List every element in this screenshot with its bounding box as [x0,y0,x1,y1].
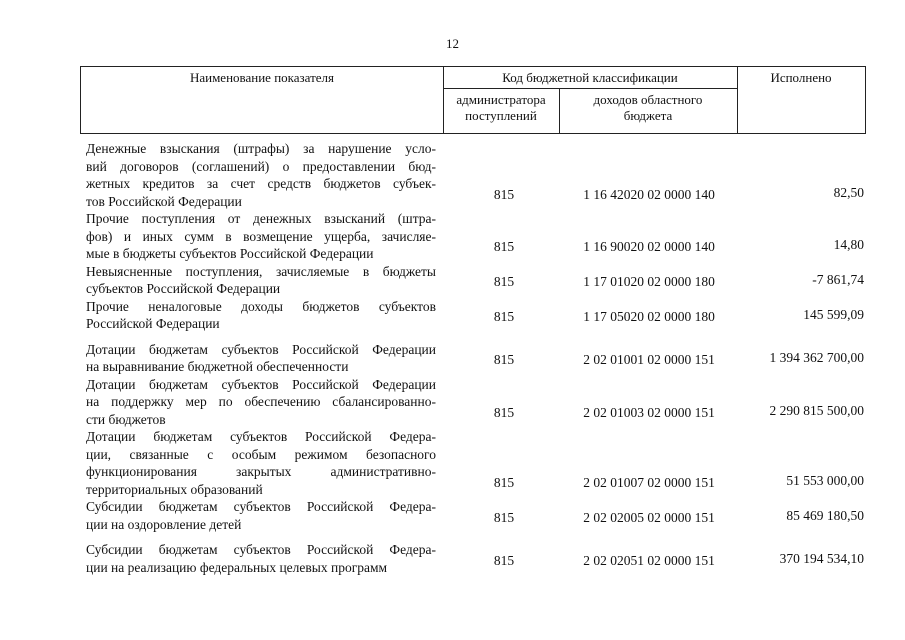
indicator-name-line: ции, связанные с особым режимом безопасного [86,446,436,462]
executed-amount: 2 290 815 500,00 [769,402,864,418]
executed-amount: 51 553 000,00 [786,472,864,488]
indicator-name [86,376,436,429]
admin-code: 815 [493,509,515,525]
indicator-name-line: тов Российской Федерации [86,193,242,209]
indicator-name-line: ции на оздоровление детей [86,516,242,532]
table-header [80,66,866,134]
indicator-name [86,541,436,576]
indicator-name-line: Дотации бюджетам субъектов Российской Федера- [86,429,436,444]
income-code: 2 02 01007 02 0000 151 [583,474,715,490]
indicator-name-line: на выравнивание бюджетной обеспеченности [86,359,349,374]
page-number: 12 [446,36,459,51]
indicator-name [86,210,436,263]
indicator-name-line: Субсидии бюджетам субъектов Российской Федера- [86,542,436,557]
admin-code: 815 [493,552,515,568]
executed-amount: 85 469 180,50 [786,507,864,523]
indicator-name-line: Прочие поступления от денежных взысканий (штра- [86,211,436,226]
indicator-name-line: территориальных образований [86,481,263,497]
admin-code: 815 [493,274,515,289]
indicator-name [86,298,436,333]
income-code: 2 02 02051 02 0000 151 [583,552,715,568]
indicator-name-line: ции на реализацию федеральных целевых программ [86,559,388,575]
indicator-name-line: мые в бюджеты субъектов Российской Федерации [86,246,374,261]
indicator-name-line: функционирования закрытых административно- [86,464,436,479]
income-code: 2 02 01001 02 0000 151 [583,352,715,367]
header-admin-column [443,92,559,124]
admin-code: 815 [493,309,515,324]
executed-amount: -7 861,74 [812,272,864,287]
indicator-name [86,140,436,210]
indicator-name-line: Российской Федерации [86,316,220,331]
indicator-name [86,428,436,498]
indicator-name-line: Прочие неналоговые доходы бюджетов субъектов [86,298,436,314]
income-code: 1 17 05020 02 0000 180 [583,309,715,324]
header-income-line1: доходов областного [593,92,703,107]
executed-amount: 82,50 [833,184,864,200]
indicator-name-line: фов) и иных сумм в возмещение ущерба, зачисляе- [86,228,436,244]
header-admin-line2: поступлений [465,108,537,123]
indicator-name-line: Невыясненные поступления, зачисляемые в бюджеты [86,263,436,279]
indicator-name-line: жетных кредитов за счет средств бюджетов субъек- [86,176,436,191]
admin-code: 815 [493,239,515,254]
indicator-name-line: Дотации бюджетам субъектов Российской Федерации [86,376,436,392]
header-income-line2: бюджета [623,108,673,123]
admin-code: 815 [493,474,515,490]
indicator-name-line: вий договоров (соглашений) о предоставлении бюд- [86,158,436,174]
header-code-group: Код бюджетной классификации [502,70,678,85]
indicator-name-line: Дотации бюджетам субъектов Российской Федерации [86,341,436,357]
admin-code: 815 [493,352,515,367]
header-income-column [559,92,737,124]
indicator-name-line: на поддержку мер по обеспечению сбалансированно- [86,394,436,409]
indicator-name-line: Субсидии бюджетам субъектов Российской Федера- [86,499,436,514]
executed-amount: 370 194 534,10 [779,550,864,566]
header-divider [443,88,737,89]
header-executed-column: Исполнено [770,70,832,85]
executed-amount: 1 394 362 700,00 [769,350,864,365]
income-code: 1 16 90020 02 0000 140 [583,239,715,254]
indicator-name [86,263,436,298]
admin-code: 815 [493,186,515,202]
indicator-name-line: Денежные взыскания (штрафы) за нарушение усло- [86,141,436,156]
admin-code: 815 [493,404,515,420]
indicator-name-line: субъектов Российской Федерации [86,281,281,296]
header-admin-line1: администратора [456,92,546,107]
executed-amount: 14,80 [833,237,864,252]
executed-amount: 145 599,09 [803,307,864,322]
income-code: 2 02 02005 02 0000 151 [583,509,715,525]
income-code: 1 17 01020 02 0000 180 [583,274,715,289]
indicator-name [86,341,436,376]
income-code: 1 16 42020 02 0000 140 [583,186,715,202]
indicator-name [86,498,436,533]
header-name-column: Наименование показателя [189,70,335,85]
income-code: 2 02 01003 02 0000 151 [583,404,715,420]
indicator-name-line: сти бюджетов [86,411,166,427]
